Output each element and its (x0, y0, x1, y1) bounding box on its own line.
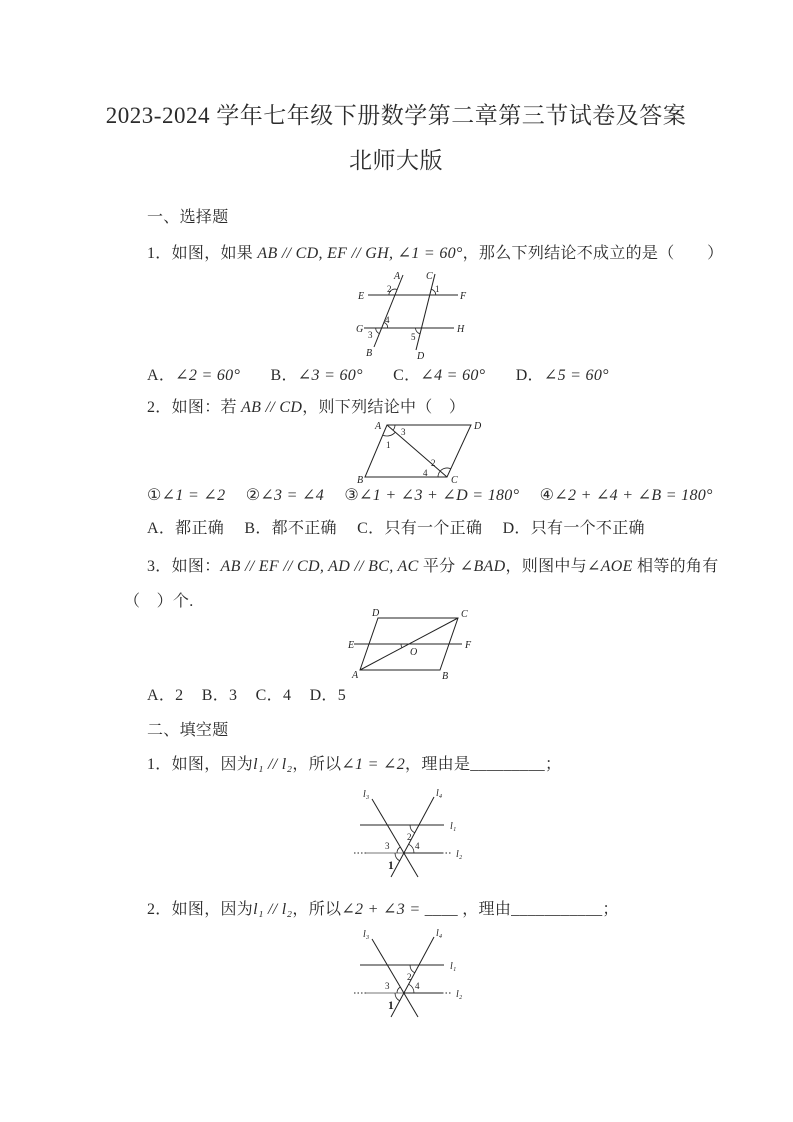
fig1-label-H: H (457, 324, 465, 335)
fill1-stem: 1．如图，因为l₁ // l₂，所以∠1 = ∠2，理由是_________； (147, 756, 562, 773)
q1-option-b: B．∠3 = 60° (270, 367, 363, 384)
fig1-label-B: B (366, 348, 373, 359)
fig5-label-l3: l₃ (363, 929, 370, 940)
fig5-angle-4: 4 (415, 981, 420, 991)
fig1-angle-1: 1 (435, 284, 440, 294)
fig4-label-l4: l₄ (436, 788, 443, 799)
fig1-label-A: A (394, 271, 401, 282)
q2-option-b: B．都不正确 (244, 520, 337, 537)
figure-q1-diagram (356, 271, 468, 362)
figure-fill2-diagram (352, 927, 470, 1022)
fill2-stem: 2．如图，因为l₁ // l₂，所以∠2 + ∠3 = ____ ，理由___________； (147, 901, 619, 918)
fig4-label-l3: l₃ (363, 789, 370, 800)
fill2-blank: ____ ，理由___________； (420, 901, 619, 918)
fig3-label-D: D (372, 608, 380, 619)
diagonal-AC (387, 425, 447, 477)
fig4-angle-3: 3 (385, 841, 390, 851)
q2-option-d: D．只有一个不正确 (502, 520, 645, 537)
fig5-label-l4: l₄ (436, 928, 443, 939)
q3-option-a: A．2 (147, 687, 184, 704)
fig3-label-B: B (442, 671, 449, 682)
fig3-label-A: A (352, 670, 359, 681)
section1-heading: 一、选择题 (147, 209, 229, 226)
section2-heading: 二、填空题 (147, 722, 229, 739)
q3-option-d: D．5 (309, 687, 347, 704)
fig1-label-C: C (426, 271, 433, 282)
fig3-label-E: E (348, 640, 355, 651)
q1-option-a: A．∠2 = 60° (147, 367, 241, 384)
line-l4 (391, 937, 434, 1017)
fig2-angle-1: 1 (386, 440, 391, 450)
fig1-angle-2: 2 (387, 284, 392, 294)
q2-option-a: A．都正确 (147, 520, 225, 537)
fig1-angle-5: 5 (411, 332, 416, 342)
fig3-label-O: O (410, 647, 418, 658)
fig2-label-B: B (357, 475, 364, 486)
fig4-label-l1: l₁ (450, 821, 457, 832)
q2-statement-4: ④∠2 + ∠4 + ∠B = 180° (539, 487, 713, 504)
fig2-label-D: D (474, 421, 482, 432)
q1-stem (147, 240, 723, 263)
fig5-angle-1: 1 (388, 1000, 394, 1012)
q2-math: AB // CD (241, 399, 303, 416)
q1-math: AB // CD, EF // GH, ∠1 = 60° (257, 245, 463, 262)
line-CD (416, 274, 435, 350)
q3-option-b: B．3 (201, 687, 238, 704)
fig1-label-D: D (417, 351, 425, 362)
fig3-label-C: C (461, 609, 468, 620)
q1-text-tail: ，那么下列结论不成立的是（ ） (462, 245, 724, 262)
q2-text: 2．如图：若 (147, 399, 242, 416)
fig3-label-F: F (465, 640, 472, 651)
q2-options (147, 515, 661, 538)
fig4-angle-1: 1 (388, 860, 394, 872)
q3-option-c: C．4 (255, 687, 292, 704)
q3-stem: 3．如图：AB // EF // CD, AD // BC, AC 平分 ∠BAD，则图中与∠AOE 相等的角有 (147, 558, 719, 575)
q2-statement-1: ①∠1 = ∠2 (147, 487, 226, 504)
figure-q2-diagram (357, 417, 482, 486)
q1-option-d: D．∠5 = 60° (515, 367, 609, 384)
fig4-angle-4: 4 (415, 841, 420, 851)
q1-option-c: C．∠4 = 60° (393, 367, 486, 384)
fig5-angle-3: 3 (385, 981, 390, 991)
q2-text-tail: ，则下列结论中（ ） (302, 399, 466, 416)
fig1-label-G: G (356, 324, 364, 335)
figure-q3-diagram (348, 608, 473, 680)
fig1-angle-3: 3 (368, 330, 373, 340)
fig2-angle-2: 2 (431, 458, 436, 468)
fig5-label-l2: l₂ (456, 989, 463, 1000)
fig1-label-E: E (358, 291, 365, 302)
fig2-label-A: A (375, 421, 382, 432)
fig2-angle-4: 4 (423, 468, 428, 478)
q1-options (147, 362, 635, 385)
page-title: 2023-2024 学年七年级下册数学第二章第三节试卷及答案北师大版 (105, 103, 687, 173)
fig2-label-C: C (451, 475, 458, 486)
fig2-angle-3: 3 (401, 427, 406, 437)
fig1-angle-4: 4 (385, 315, 390, 325)
q3-options (147, 682, 360, 705)
fig4-angle-2: 2 (407, 832, 412, 842)
line-l4 (391, 797, 434, 877)
q2-statement-3: ③∠1 + ∠3 + ∠D = 180° (344, 487, 520, 504)
fig1-label-F: F (460, 291, 467, 302)
fig4-label-l2: l₂ (456, 849, 463, 860)
q1-text: 1．如图，如果 (147, 245, 258, 262)
q2-statement-2: ②∠3 = ∠4 (245, 487, 325, 504)
q2-statements (147, 485, 729, 505)
fig5-angle-2: 2 (407, 972, 412, 982)
q2-option-c: C．只有一个正确 (357, 520, 483, 537)
figure-fill1-diagram (352, 787, 470, 882)
fig5-label-l1: l₁ (450, 961, 457, 972)
parallelogram-ABCD (365, 425, 471, 477)
q3-stem-line2: （ ）个. (124, 593, 194, 610)
fill1-blank: ，理由是_________； (405, 756, 562, 773)
q3-text: 3．如图： (147, 558, 221, 575)
q2-stem (147, 394, 465, 417)
